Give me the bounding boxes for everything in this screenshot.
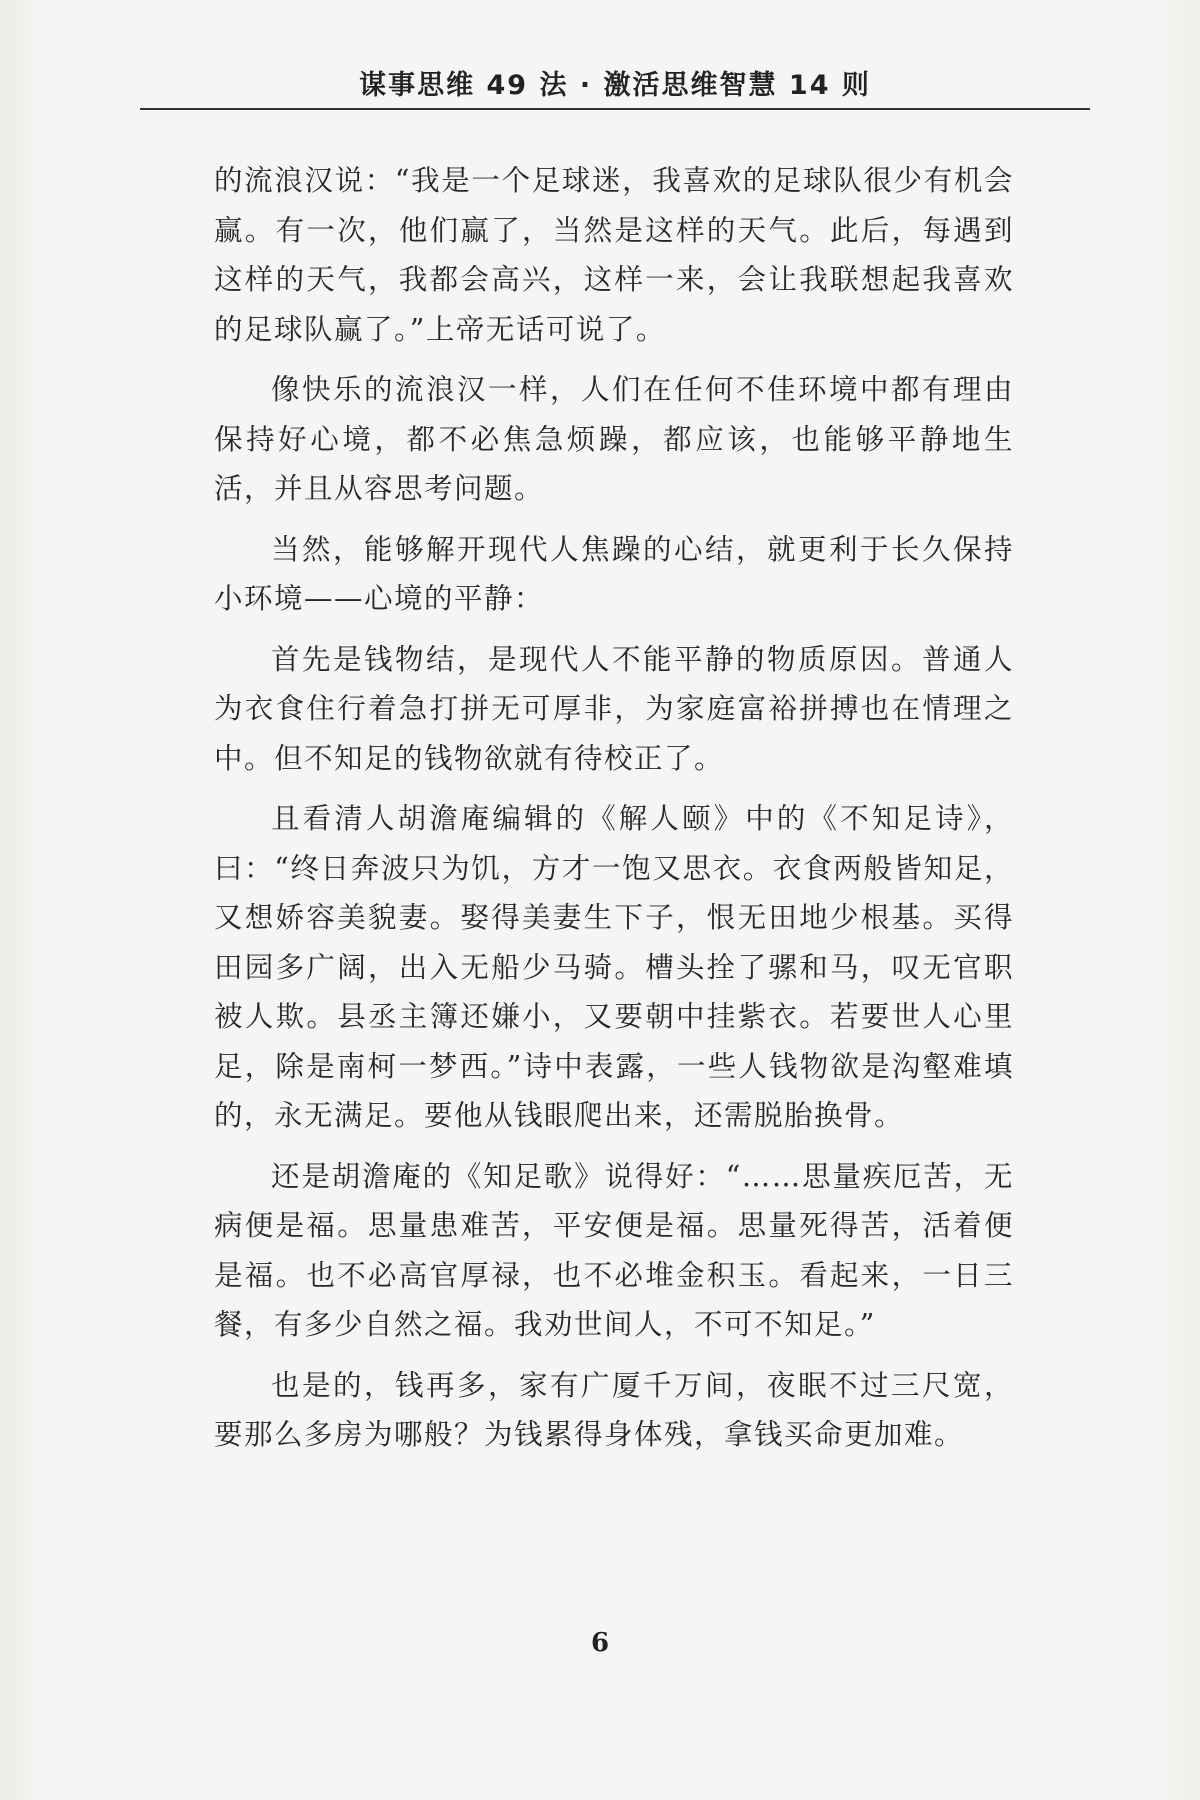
paragraph-1: 的流浪汉说：“我是一个足球迷，我喜欢的足球队很少有机会赢。有一次，他们赢了，当然是这样的天气。此后，每遇到这样的天气，我都会高兴，这样一来，会让我联想起我喜欢的足球队赢了。”上帝无话可说了。 <box>214 164 1014 346</box>
header-rule <box>140 108 1090 110</box>
paragraph-7: 也是的，钱再多，家有广厦千万间，夜眠不过三尺宽，要那么多房为哪般？为钱累得身体残，拿钱买命更加难。 <box>214 1368 1014 1451</box>
running-header: 谋事思维 49 法 · 激活思维智慧 14 则 <box>359 70 871 101</box>
paragraph-6: 还是胡澹庵的《知足歌》说得好：“……思量疾厄苦，无病便是福。思量患难苦，平安便是福。思量死得苦，活着便是福。也不必高官厚禄，也不必堆金积玉。看起来，一日三餐，有多少自然之福。我劝世间人，不可不知足。” <box>214 1159 1014 1341</box>
page-number: 6 <box>590 1628 610 1658</box>
paragraph-2: 像快乐的流浪汉一样，人们在任何不佳环境中都有理由保持好心境，都不必焦急烦躁，都应该，也能够平静地生活，并且从容思考问题。 <box>214 373 1014 505</box>
paragraph-5: 且看清人胡澹庵编辑的《解人颐》中的《不知足诗》，曰：“终日奔波只为饥，方才一饱又思衣。衣食两般皆知足，又想娇容美貌妻。娶得美妻生下子，恨无田地少根基。买得田园多广阔，出入无船少马骑。槽头拴了骡和马，叹无官职被人欺。县丞主簿还嫌小，又要朝中挂紫衣。若要世人心里足，除是南柯一梦西。”诗中表露，一些人钱物欲是沟壑难填的，永无满足。要他从钱眼爬出来，还需脱胎换骨。 <box>214 802 1014 1132</box>
paragraph-4: 首先是钱物结，是现代人不能平静的物质原因。普通人为衣食住行着急打拼无可厚非，为家庭富裕拼搏也在情理之中。但不知足的钱物欲就有待校正了。 <box>214 642 1014 775</box>
paragraph-3: 当然，能够解开现代人焦躁的心结，就更利于长久保持小环境——心境的平静： <box>214 532 1014 615</box>
body-text <box>214 156 1014 1471</box>
